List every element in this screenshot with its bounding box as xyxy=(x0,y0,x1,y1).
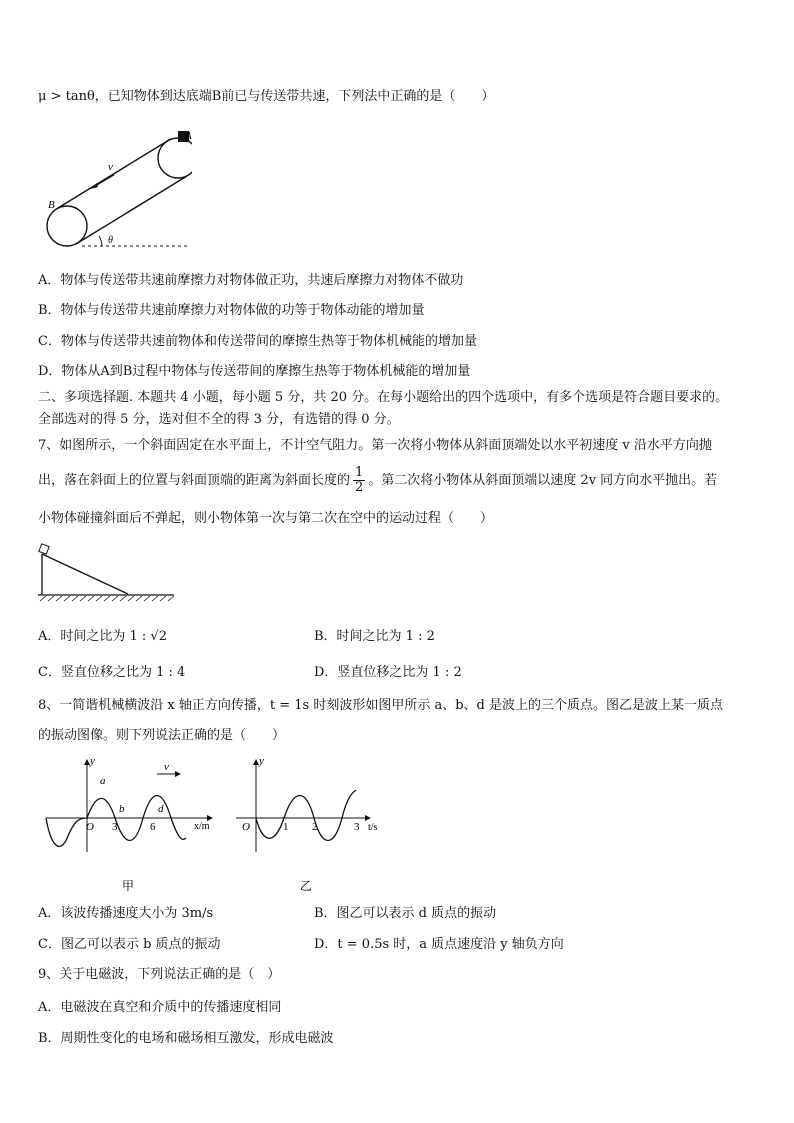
q8-option-d: D．t = 0.5s 时，a 质点速度沿 y 轴负方向 xyxy=(314,937,564,952)
q9-option-a: A．电磁波在真空和介质中的传播速度相同 xyxy=(38,1000,282,1015)
yi-caption: 乙 xyxy=(300,879,313,893)
section-2-line-1: 二、多项选择题. 本题共 4 小题，每小题 5 分，共 20 分。在每小题给出的四个选项中，有多个选项是符合题目要求的。 xyxy=(38,390,729,405)
q7-line-1: 7、如图所示，一个斜面固定在水平面上，不计空气阻力。第一次将小物体从斜面顶端处以水平初速度 v 沿水平方向抛 xyxy=(38,438,712,453)
incline-figure xyxy=(36,540,176,604)
vibration-figure-yi xyxy=(232,752,392,894)
yi-origin: O xyxy=(242,821,250,833)
point-a: a xyxy=(100,775,106,787)
yi-y-label: y xyxy=(259,755,264,767)
q7-option-b: B．时间之比为 1 : 2 xyxy=(314,629,435,644)
q6-option-a: A．物体与传送带共速前摩擦力对物体做正功，共速后摩擦力对物体不做功 xyxy=(38,273,464,288)
q6-stem: μ > tanθ，已知物体到达底端B前已与传送带共速，下列法中正确的是（ ） xyxy=(38,89,495,104)
point-d: d xyxy=(158,803,164,815)
label-v: v xyxy=(108,161,113,173)
q8-line-2: 的振动图像。则下列说法正确的是（ ） xyxy=(38,728,286,743)
fraction-one-half xyxy=(353,466,365,495)
yi-tick-1: 1 xyxy=(283,821,289,833)
q9-stem: 9、关于电磁波，下列说法正确的是（ ） xyxy=(38,967,281,982)
q6-option-d: D．物体从A到B过程中物体与传送带间的摩擦生热等于物体机械能的增加量 xyxy=(38,364,471,379)
q8-line-1: 8、一简谐机械横波沿 x 轴正方向传播，t = 1s 时刻波形如图甲所示 a、b、d 是波上的三个质点。图乙是波上某一质点 xyxy=(38,698,723,713)
q7-option-c: C．竖直位移之比为 1 : 4 xyxy=(38,665,186,680)
jia-origin: O xyxy=(86,821,94,833)
q6-option-c: C．物体与传送带共速前物体和传送带间的摩擦生热等于物体机械能的增加量 xyxy=(38,334,477,349)
wave-curve-yi xyxy=(256,790,356,841)
fraction-numerator: 1 xyxy=(355,465,364,480)
yi-tick-2: 2 xyxy=(312,821,318,833)
q7-line-2-pre: 出，落在斜面上的位置与斜面顶端的距离为斜面长度的 xyxy=(38,473,351,488)
point-b: b xyxy=(119,803,125,815)
jia-v-label: v xyxy=(164,761,169,773)
label-theta: θ xyxy=(108,235,113,246)
q8-option-a: A．该波传播速度大小为 3m/s xyxy=(38,906,214,921)
q8-option-b: B．图乙可以表示 d 质点的振动 xyxy=(314,906,497,921)
jia-y-label: y xyxy=(90,755,95,767)
jia-x-unit: x/m xyxy=(194,821,210,832)
q7-line-2 xyxy=(38,466,717,495)
q7-option-a: A．时间之比为 1 : √2 xyxy=(38,629,167,644)
label-a: A xyxy=(185,130,192,142)
yi-t-unit: t/s xyxy=(368,822,378,833)
q7-option-d: D．竖直位移之比为 1 : 2 xyxy=(314,665,462,680)
q6-option-b: B．物体与传送带共速前摩擦力对物体做的功等于物体动能的增加量 xyxy=(38,303,425,318)
label-b: B xyxy=(48,199,55,211)
wave-figure-jia xyxy=(40,752,220,894)
yi-tick-3: 3 xyxy=(354,821,360,833)
jia-tick-3: 3 xyxy=(112,821,118,833)
jia-caption: 甲 xyxy=(122,879,135,893)
fraction-denominator: 2 xyxy=(355,480,364,495)
conveyor-belt-figure xyxy=(42,128,192,252)
q7-line-3: 小物体碰撞斜面后不弹起，则小物体第一次与第二次在空中的运动过程（ ） xyxy=(38,511,494,526)
jia-tick-6: 6 xyxy=(150,821,156,833)
q9-option-b: B．周期性变化的电场和磁场相互激发，形成电磁波 xyxy=(38,1031,334,1046)
q8-option-c: C．图乙可以表示 b 质点的振动 xyxy=(38,937,221,952)
q7-line-2-post: 。第二次将小物体从斜面顶端以速度 2v 同方向水平抛出。若 xyxy=(368,473,718,488)
section-2-line-2: 全部选对的得 5 分，选对但不全的得 3 分，有选错的得 0 分。 xyxy=(38,412,400,427)
